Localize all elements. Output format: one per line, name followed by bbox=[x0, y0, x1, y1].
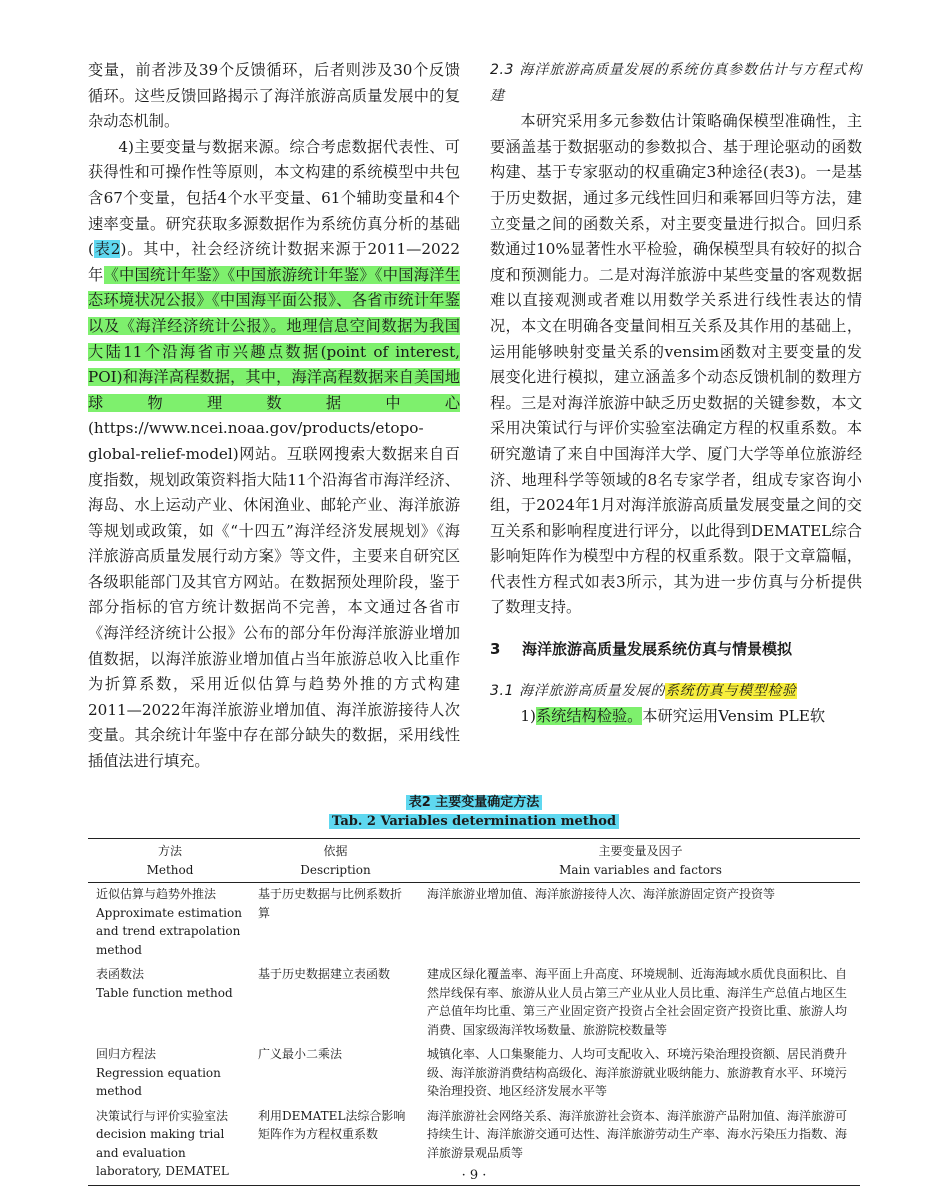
cell-method: 决策试行与评价实验室法 decision making trial and evaluation laboratory, DEMATEL bbox=[96, 1108, 229, 1178]
subsection-heading-2-3: 2.3 海洋旅游高质量发展的系统仿真参数估计与方程式构建 bbox=[490, 62, 862, 104]
highlighted-data-sources: 《中国统计年鉴》《中国旅游统计年鉴》《中国海洋生态环境状况公报》《中国海平面公报》、各省市统计年鉴以及《海洋经济统计公报》。地理信息空间数据为我国大陆11个沿海省市兴趣点数据(point of interest, POI)和海洋高程数据，其中，海洋高程数据来自美国地球物理数据中心 bbox=[88, 265, 460, 412]
header-method: 方法 Method bbox=[146, 844, 194, 877]
table-header-row bbox=[88, 839, 860, 883]
cell-basis: 基于历史数据建立表函数 bbox=[258, 967, 391, 981]
paragraph-text: 4)主要变量与数据来源。综合考虑数据代表性、可获得性和可操作性等原则，本文构建的系统模型中共包含67个变量，包括4个水平变量、61个辅助变量和4个速率变量。研究获取多源数据作为系统仿真分析的基础( bbox=[88, 137, 460, 259]
table-row bbox=[88, 883, 860, 964]
header-variables: 主要变量及因子 Main variables and factors bbox=[559, 844, 722, 877]
right-column bbox=[490, 58, 862, 730]
cell-method: 表函数法 Table function method bbox=[96, 967, 233, 1000]
subsection-heading-3-1 bbox=[490, 679, 862, 705]
cell-basis: 基于历史数据与比例系数折算 bbox=[258, 887, 403, 920]
header-description: 依据 Description bbox=[300, 844, 371, 877]
subsection-prefix: 3.1 海洋旅游高质量发展的 bbox=[490, 682, 666, 699]
page-number: · 9 · bbox=[461, 1168, 487, 1183]
paragraph-feedback-loops: 变量，前者涉及39个反馈循环，后者则涉及30个反馈循环。这些反馈回路揭示了海洋旅游高质量发展中的复杂动态机制。 bbox=[88, 61, 460, 131]
paragraph-text: 本研究运用Vensim PLE软 bbox=[642, 707, 826, 726]
paragraph-text: )。其中，社会经济统计数据来源于2011—2022年 bbox=[88, 240, 460, 284]
table-reference-link[interactable]: 表2 bbox=[93, 240, 121, 259]
section-number: 3 bbox=[490, 640, 501, 659]
cell-variables: 建成区绿化覆盖率、海平面上升高度、环境规制、近海海域水质优良面积比、自然岸线保有率、旅游从业人员占第三产业从业人员比重、海洋生产总值占地区生产总值年均比重、第三产业固定资产投资占全社会固定资产投资比重、旅游人均消费、国家级海洋牧场数量、旅游院校数量等 bbox=[427, 967, 848, 1037]
paragraph-parameter-estimation: 本研究采用多元参数估计策略确保模型准确性，主要涵盖基于数据驱动的参数拟合、基于理论驱动的函数构建、基于专家驱动的权重确定3种途径(表3)。一是基于历史数据，通过多元线性回归和乘幂回归等方法，建立变量之间的函数关系，对主要变量进行拟合。回归系数通过10%显著性水平检验，确保模型具有较好的拟合度和预测能力。二是对海洋旅游中某些变量的客观数据难以直接观测或者难以用数学关系进行线性表达的情况，本文在明确各变量间相互关系及其作用的基础上，运用能够映射变量关系的vensim函数对主要变量的发展变化进行模拟，建立涵盖多个动态反馈机制的数理方程。三是对海洋旅游中缺乏历史数据的关键参数，本文采用决策试行与评价实验室法确定方程的权重系数。本研究邀请了来自中国海洋大学、厦门大学等单位旅游经济、地理科学等领域的8名专家学者，组成专家咨询小组，于2024年1月对海洋旅游高质量发展变量之间的交互关系和影响程度进行评分，以此得到DEMATEL综合影响矩阵作为模型中方程的权重系数。限于文章篇幅，代表性方程式如表3所示，其为进一步仿真与分析提供了数理支持。 bbox=[490, 112, 862, 617]
paragraph-variables-data-sources bbox=[88, 135, 460, 775]
paragraph-text: (https://www.ncei.noaa.gov/products/etopo-global-relief-model)网站。互联网搜索大数据来自百度指数，规划政策资料指大陆11个沿海省市海洋经济、海岛、水上运动产业、休闲渔业、邮轮产业、海洋旅游等规划或政策，如《“十四五”海洋经济发展规划》《海洋旅游高质量发展行动方案》等文件，主要来自研究区各级职能部门及其官方网站。在数据预处理阶段，鉴于部分指标的官方统计数据尚不完善，本文通过各省市《海洋经济统计公报》公布的部分年份海洋旅游业增加值数据，以海洋旅游业增加值占当年旅游总收入比重作为折算系数，采用近似估算与趋势外推的方式构建2011—2022年海洋旅游业增加值、海洋旅游接待人次变量。其余统计年鉴中存在部分缺失的数据，采用线性插值法进行填充。 bbox=[88, 419, 460, 771]
cell-variables: 城镇化率、人口集聚能力、人均可支配收入、环境污染治理投资额、居民消费升级、海洋旅游消费结构高级化、海洋旅游就业吸纳能力、旅游教育水平、环境污染治理投资、地区经济发展水平等 bbox=[427, 1047, 848, 1098]
cell-variables: 海洋旅游业增加值、海洋旅游接待人次、海洋旅游固定资产投资等 bbox=[427, 887, 776, 901]
table-caption-en: Tab. 2 Variables determination method bbox=[0, 814, 948, 829]
table-row bbox=[88, 1043, 860, 1105]
paragraph-structure-test bbox=[490, 704, 862, 730]
cell-basis: 利用DEMATEL法综合影响矩阵作为方程权重系数 bbox=[258, 1108, 406, 1141]
cell-basis: 广义最小二乘法 bbox=[258, 1047, 343, 1061]
left-column bbox=[88, 58, 460, 775]
cell-method: 近似估算与趋势外推法 Approximate estimation and trend extrapolation method bbox=[96, 887, 242, 957]
table-row bbox=[88, 963, 860, 1043]
section-title: 海洋旅游高质量发展系统仿真与情景模拟 bbox=[522, 640, 793, 659]
table-caption-cn: 表2 主要变量确定方法 bbox=[0, 791, 948, 810]
cell-variables: 海洋旅游社会网络关系、海洋旅游社会资本、海洋旅游产品附加值、海洋旅游可持续生计、海洋旅游交通可达性、海洋旅游劳动生产率、海水污染压力指数、海洋旅游景观品质等 bbox=[427, 1108, 848, 1160]
cell-method: 回归方程法 Regression equation method bbox=[96, 1047, 221, 1098]
paragraph-text: 1) bbox=[520, 707, 536, 726]
section-heading-3 bbox=[490, 637, 862, 663]
highlighted-subsection-title: 系统仿真与模型检验 bbox=[665, 682, 797, 699]
variables-table bbox=[88, 838, 860, 1186]
highlighted-structure-test: 系统结构检验。 bbox=[535, 707, 643, 726]
